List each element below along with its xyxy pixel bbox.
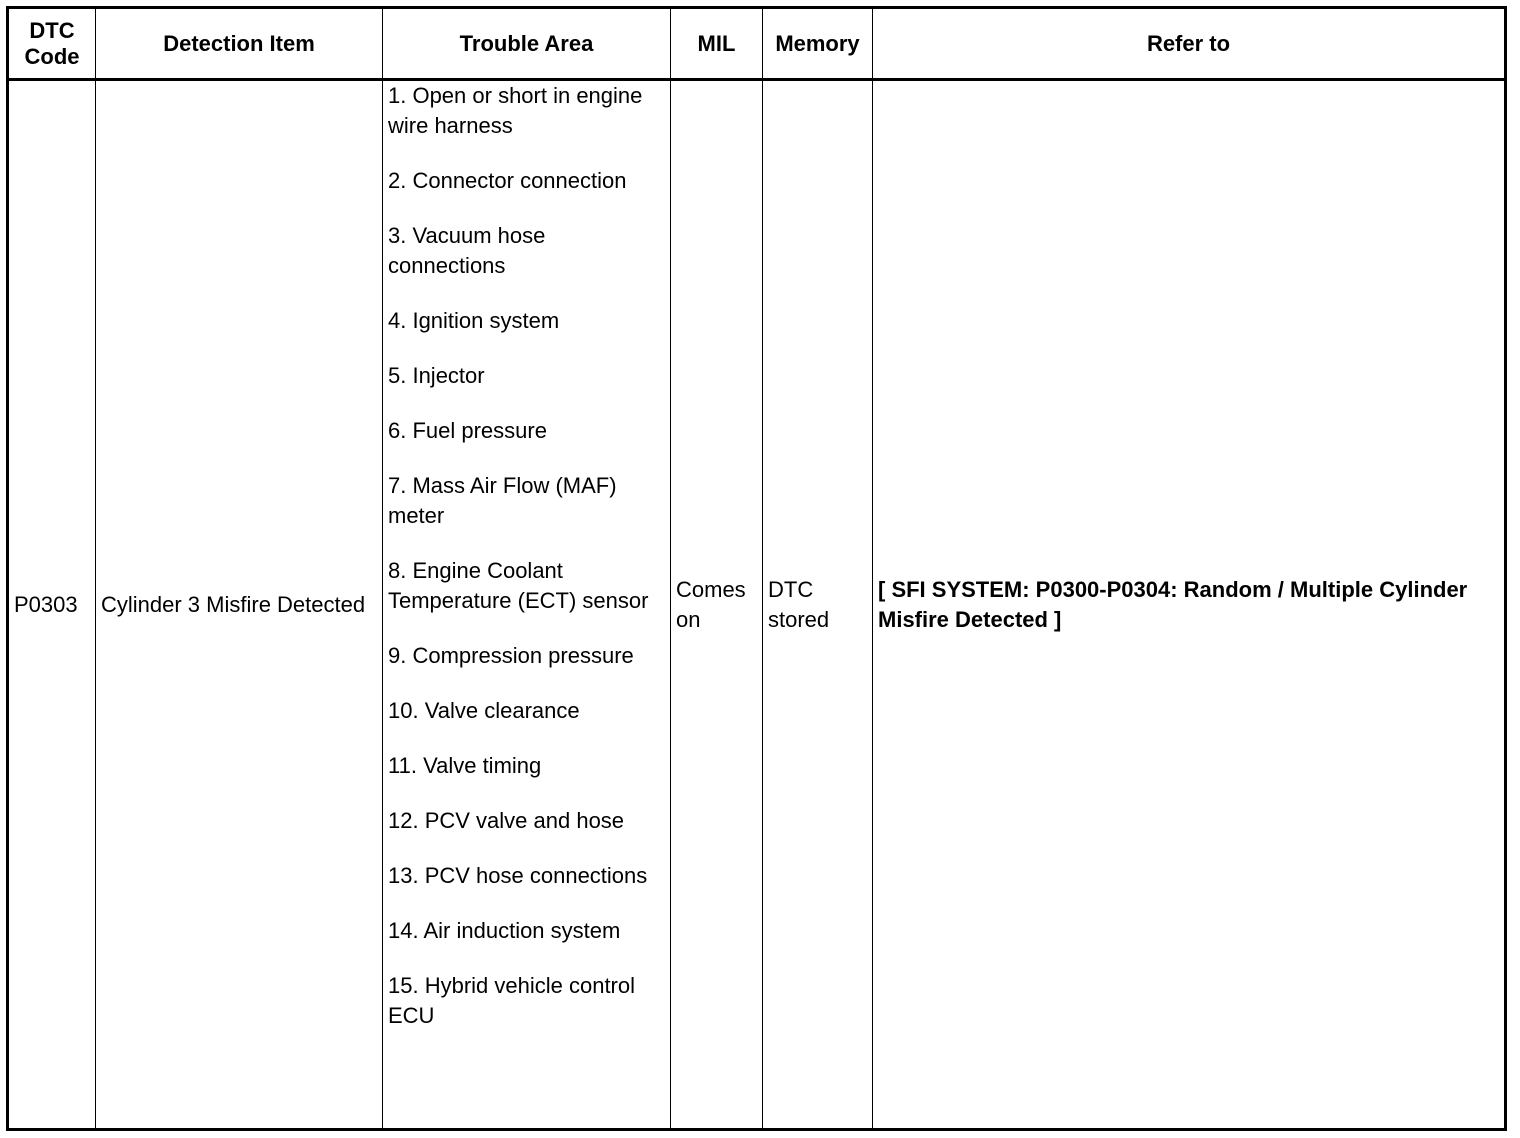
cell-mil: Comes on	[671, 80, 763, 1130]
header-row	[8, 8, 1506, 80]
header-memory: Memory	[763, 8, 873, 80]
cell-memory: DTC stored	[763, 80, 873, 1130]
dtc-table	[6, 6, 1507, 1131]
list-item: 4. Ignition system	[388, 308, 560, 333]
cell-trouble-area	[383, 80, 671, 1130]
list-item: 5. Injector	[388, 363, 485, 388]
header-detection-item: Detection Item	[96, 8, 383, 80]
list-item: 8. Engine Coolant Temperature (ECT) sensor	[388, 558, 649, 613]
header-trouble-area: Trouble Area	[383, 8, 671, 80]
trouble-area-list	[388, 81, 666, 1031]
list-item: 14. Air induction system	[388, 918, 621, 943]
header-refer-to: Refer to	[873, 8, 1506, 80]
list-item: 6. Fuel pressure	[388, 418, 547, 443]
header-dtc-code-line1: DTC	[29, 17, 75, 43]
header-mil: MIL	[671, 8, 763, 80]
list-item: 9. Compression pressure	[388, 643, 634, 668]
list-item: 13. PCV hose connections	[388, 863, 648, 888]
refer-to-link[interactable]: [ SFI SYSTEM: P0300-P0304: Random / Multiple Cylinder Misfire Detected ]	[878, 576, 1468, 632]
list-item: 10. Valve clearance	[388, 698, 580, 723]
cell-detection-item: Cylinder 3 Misfire Detected	[96, 80, 383, 1130]
cell-refer-to	[873, 80, 1506, 1130]
dtc-table-container	[6, 6, 1507, 1131]
table-row	[8, 80, 1506, 1130]
list-item: 3. Vacuum hose connections	[388, 223, 546, 278]
header-dtc-code	[8, 8, 96, 80]
list-item: 1. Open or short in engine wire harness	[388, 83, 643, 138]
list-item: 11. Valve timing	[388, 753, 542, 778]
list-item: 15. Hybrid vehicle control ECU	[388, 973, 636, 1028]
list-item: 12. PCV valve and hose	[388, 808, 625, 833]
header-dtc-code-line2: Code	[24, 43, 80, 69]
cell-dtc-code: P0303	[8, 80, 96, 1130]
list-item: 2. Connector connection	[388, 168, 627, 193]
list-item: 7. Mass Air Flow (MAF) meter	[388, 473, 617, 528]
